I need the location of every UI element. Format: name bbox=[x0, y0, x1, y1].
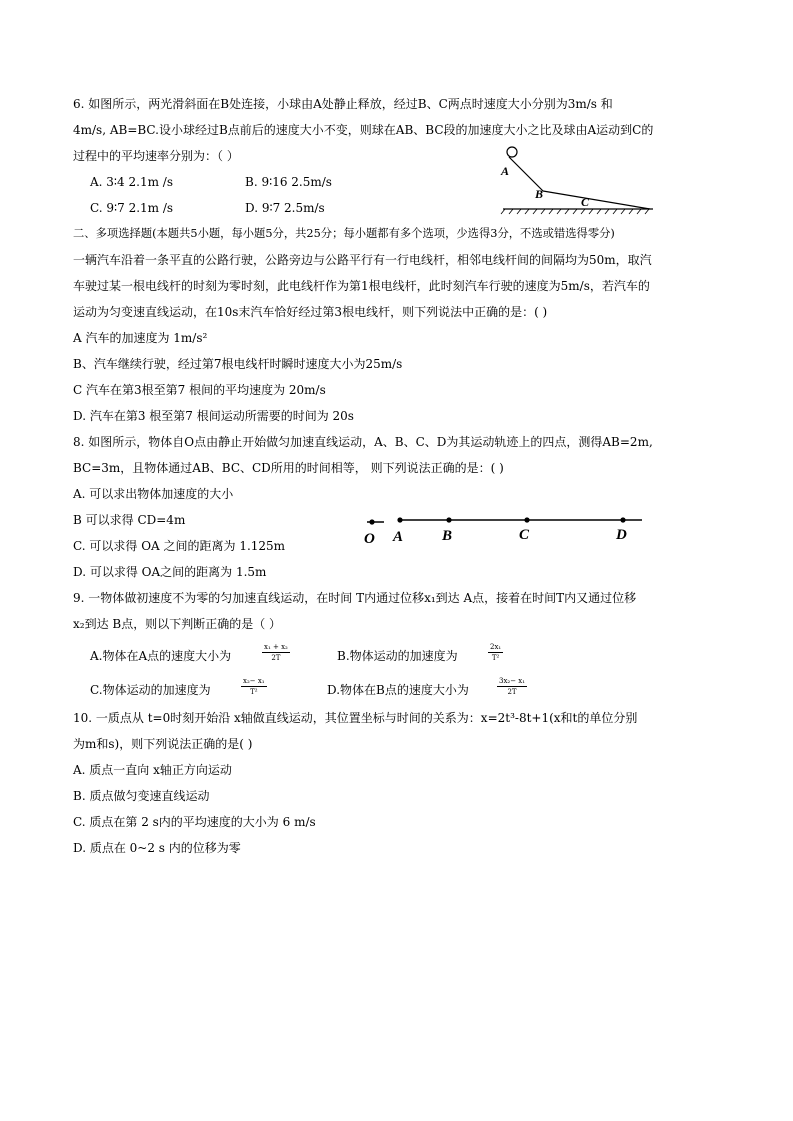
label-o: O bbox=[364, 531, 375, 547]
point-c bbox=[524, 517, 529, 522]
q6-option-b: B. 9∶16 2.5m/s bbox=[245, 175, 332, 189]
q8-option-a: A. 可以求出物体加速度的大小 bbox=[73, 487, 234, 501]
label-d: D bbox=[616, 527, 627, 543]
q6-option-d: D. 9∶7 2.5m/s bbox=[245, 201, 325, 215]
section-2-heading: 二、多项选择题(本题共5小题，每小题5分，共25分；每小题都有多个选项，少选得3分，不选或错选得零分) bbox=[73, 227, 615, 240]
fraction-numerator: 3x₂− x₁ bbox=[499, 677, 526, 685]
q7-option-b: B、汽车继续行驶，经过第7根电线杆时瞬时速度大小为25m/s bbox=[73, 357, 403, 371]
q7-option-d: D. 汽车在第3 根至第7 根间运动所需要的时间为 20s bbox=[73, 409, 354, 423]
incline-ab bbox=[509, 157, 543, 191]
label-c: C bbox=[581, 195, 590, 209]
ground-hatch bbox=[501, 209, 649, 214]
q9-option-c: C.物体运动的加速度为 bbox=[90, 683, 211, 697]
q6-line-1: 6. 如图所示，两光滑斜面在B处连接，小球由A处静止释放，经过B、C两点时速度大小分别为3m/s 和 bbox=[73, 97, 613, 111]
q10-option-d: D. 质点在 0~2 s 内的位移为零 bbox=[73, 841, 241, 855]
q8-option-b: B 可以求得 CD=4m bbox=[73, 513, 186, 527]
q9-option-b-fraction bbox=[488, 643, 503, 662]
q7-line-1: 一辆汽车沿着一条平直的公路行驶，公路旁边与公路平行有一行电线杆，相邻电线杆间的间隔均为50m，取汽 bbox=[73, 253, 652, 267]
q9-option-b: B.物体运动的加速度为 bbox=[337, 649, 458, 663]
q10-option-b: B. 质点做匀变速直线运动 bbox=[73, 789, 210, 803]
label-a: A bbox=[393, 529, 404, 545]
q6-line-3: 过程中的平均速率分别为：（ ） bbox=[73, 149, 239, 163]
q6-incline-figure bbox=[495, 143, 660, 218]
label-c: C bbox=[519, 527, 530, 543]
point-b bbox=[446, 517, 451, 522]
q8-line-1: 8. 如图所示，物体自O点由静止开始做匀加速直线运动，A、B、C、D为其运动轨迹上的四点，测得AB=2m, bbox=[73, 435, 653, 449]
ball-icon bbox=[507, 147, 517, 157]
q6-option-c: C. 9∶7 2.1m /s bbox=[90, 201, 174, 215]
fraction-numerator: x₂− x₁ bbox=[243, 677, 265, 685]
q10-line-1: 10. 一质点从 t=0时刻开始沿 x轴做直线运动，其位置坐标与时间的关系为：x=2t³-8t+1(x和t的单位分别 bbox=[73, 711, 638, 725]
fraction-denominator: 2T bbox=[507, 688, 517, 696]
q9-option-a: A.物体在A点的速度大小为 bbox=[90, 649, 232, 663]
q8-option-d: D. 可以求得 OA之间的距离为 1.5m bbox=[73, 565, 267, 579]
fraction-numerator: 2x₁ bbox=[490, 643, 502, 651]
q7-line-2: 车驶过某一根电线杆的时刻为零时刻，此电线杆作为第1根电线杆，此时刻汽车行驶的速度为5m/s，若汽车的 bbox=[73, 279, 650, 293]
incline-bc bbox=[543, 191, 650, 209]
q8-option-c: C. 可以求得 OA 之间的距离为 1.125m bbox=[73, 539, 286, 553]
point-o bbox=[369, 519, 374, 524]
q7-line-3: 运动为匀变速直线运动，在10s末汽车恰好经过第3根电线杆，则下列说法中正确的是：( ) bbox=[73, 305, 548, 319]
label-b: B bbox=[442, 528, 453, 544]
q9-option-a-fraction bbox=[262, 643, 290, 662]
label-a: A bbox=[501, 164, 510, 178]
q9-line-2: x₂到达 B点，则以下判断正确的是（ ） bbox=[73, 617, 282, 631]
q7-option-c: C 汽车在第3根至第7 根间的平均速度为 20m/s bbox=[73, 383, 326, 397]
q6-line-2: 4m/s, AB=BC.设小球经过B点前后的速度大小不变，则球在AB、BC段的加速度大小之比及球由A运动到C的 bbox=[73, 123, 654, 137]
fraction-denominator: 2T bbox=[271, 654, 281, 662]
point-a bbox=[397, 517, 402, 522]
label-b: B bbox=[535, 187, 544, 201]
q9-option-d-fraction bbox=[497, 677, 527, 696]
q8-track-figure bbox=[360, 510, 650, 550]
q9-option-c-fraction bbox=[241, 677, 267, 696]
q10-option-c: C. 质点在第 2 s内的平均速度的大小为 6 m/s bbox=[73, 815, 316, 829]
fraction-denominator: T² bbox=[250, 688, 258, 696]
q9-option-d: D.物体在B点的速度大小为 bbox=[327, 683, 469, 697]
q10-line-2: 为m和s)，则下列说法正确的是( ) bbox=[73, 737, 253, 751]
fraction-numerator: x₁ + x₂ bbox=[264, 643, 288, 651]
q7-option-a: A 汽车的加速度为 1m/s² bbox=[73, 331, 208, 345]
q8-line-2: BC=3m，且物体通过AB、BC、CD所用的时间相等， 则下列说法正确的是：( ) bbox=[73, 461, 504, 475]
fraction-denominator: T² bbox=[491, 654, 500, 662]
point-d bbox=[620, 517, 625, 522]
q6-option-a: A. 3∶4 2.1m /s bbox=[90, 175, 173, 189]
q10-option-a: A. 质点一直向 x轴正方向运动 bbox=[73, 763, 232, 777]
q9-line-1: 9. 一物体做初速度不为零的匀加速直线运动，在时间 T内通过位移x₁到达 A点，接着在时间T内又通过位移 bbox=[73, 591, 637, 605]
